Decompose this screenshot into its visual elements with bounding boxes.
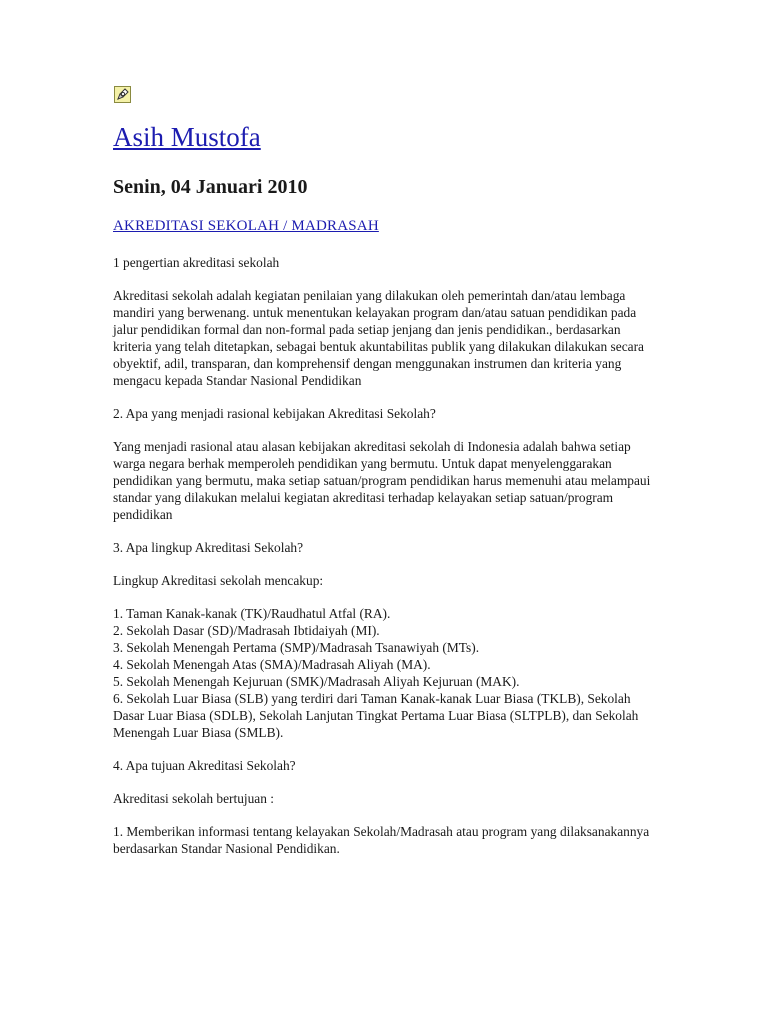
section-3-heading: 3. Apa lingkup Akreditasi Sekolah? <box>113 539 304 555</box>
section-2-heading: 2. Apa yang menjadi rasional kebijakan Akreditasi Sekolah? <box>113 405 436 421</box>
list-item: 1. Taman Kanak-kanak (TK)/Raudhatul Atfal (RA). <box>113 605 391 621</box>
section-1-heading: 1 pengertian akreditasi sekolah <box>113 254 280 270</box>
scope-intro: Lingkup Akreditasi sekolah mencakup: <box>113 572 324 588</box>
purpose-item-1: 1. Memberikan informasi tentang kelayakan Sekolah/Madrasah atau program yang dilaksanakannya berdasarkan Standar Nasional Pendidikan. <box>113 823 650 856</box>
post-date: Senin, 04 Januari 2010 <box>113 175 308 198</box>
document-page <box>113 86 653 873</box>
post-title-link[interactable]: AKREDITASI SEKOLAH / MADRASAH <box>113 217 379 234</box>
list-item: 6. Sekolah Luar Biasa (SLB) yang terdiri dari Taman Kanak-kanak Luar Biasa (TKLB), Sekolah Dasar Luar Biasa (SDLB), Sekolah Lanjutan Tingkat Pertama Luar Biasa (SLTPLB), dan Sekolah Menengah Luar Biasa (SMLB). <box>113 690 639 740</box>
pencil-icon[interactable] <box>114 86 131 103</box>
list-item: 3. Sekolah Menengah Pertama (SMP)/Madrasah Tsanawiyah (MTs). <box>113 639 480 655</box>
scope-list <box>113 605 653 741</box>
list-item: 4. Sekolah Menengah Atas (SMA)/Madrasah Aliyah (MA). <box>113 656 431 672</box>
definition-paragraph: Akreditasi sekolah adalah kegiatan penilaian yang dilakukan oleh pemerintah dan/atau lembaga mandiri yang berwenang. untuk menentukan kelayakan program dan/atau satuan pendidikan pada jalur pendidikan formal dan non-formal pada setiap jenjang dan jenis pendidikan., berdasarkan kriteria yang telah ditetapkan, sebagai bentuk akuntabilitas publik yang dilakukan dilakukan secara obyektif, adil, transparan, dan komprehensif dengan menggunakan instrumen dan kriteria yang mengacu kepada Standar Nasional Pendidikan <box>113 287 644 388</box>
list-item: 2. Sekolah Dasar (SD)/Madrasah Ibtidaiyah (MI). <box>113 622 380 638</box>
blog-title-link[interactable]: Asih Mustofa <box>113 122 261 152</box>
section-4-heading: 4. Apa tujuan Akreditasi Sekolah? <box>113 757 296 773</box>
list-item: 5. Sekolah Menengah Kejuruan (SMK)/Madrasah Aliyah Kejuruan (MAK). <box>113 673 520 689</box>
rationale-paragraph: Yang menjadi rasional atau alasan kebijakan akreditasi sekolah di Indonesia adalah bahwa setiap warga negara berhak memperoleh pendidikan yang bermutu. Untuk dapat menyelenggarakan pendidikan yang bermutu, maka setiap satuan/program pendidikan harus memenuhi atau melampaui standar yang dilakukan melalui kegiatan akreditasi terhadap kelayakan setiap satuan/program pendidikan <box>113 438 651 522</box>
purpose-intro: Akreditasi sekolah bertujuan : <box>113 790 275 806</box>
